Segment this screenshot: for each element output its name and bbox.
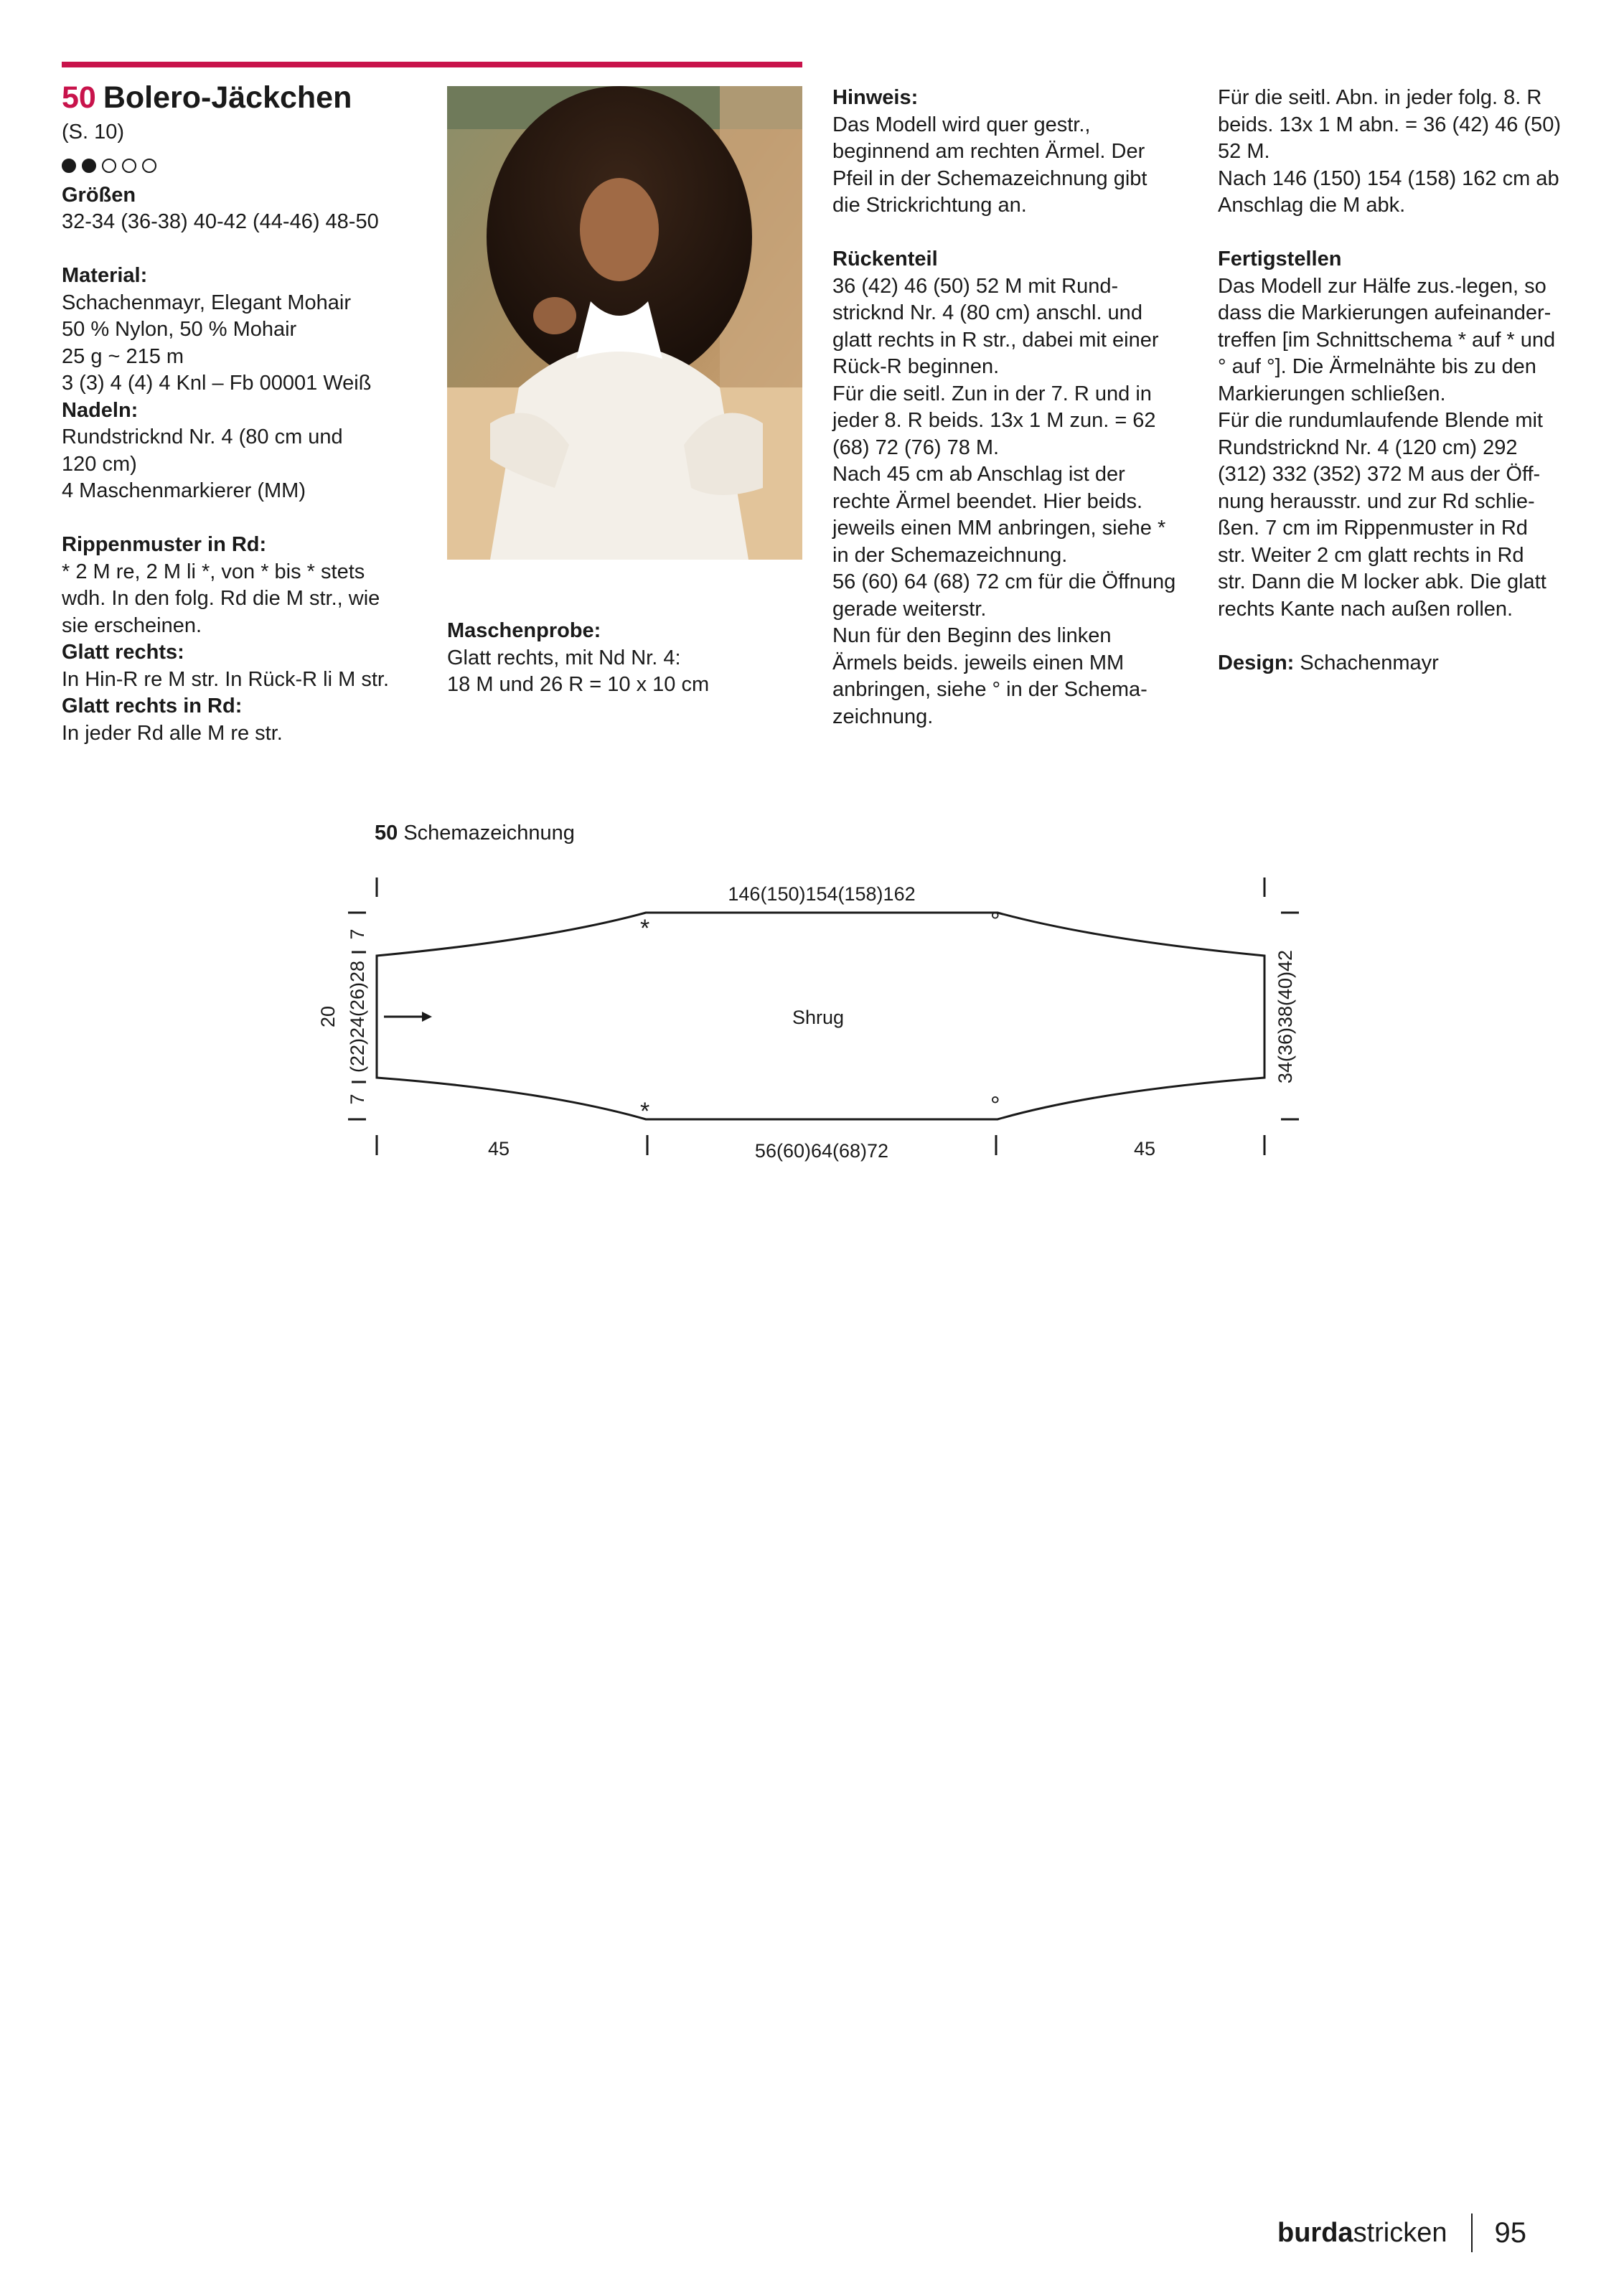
note-line: die Strickrichtung an. [832,194,1027,217]
back-instruction-line: in der Schemazeichnung. [832,543,1068,567]
back-instruction-line: Nach 45 cm ab Anschlag ist der [832,463,1125,486]
finishing-instruction-line: Für die rundumlaufende Blende mit [1218,409,1543,432]
back-instruction-line: (68) 72 (76) 78 M. [832,436,1000,459]
marker-circle-top: ° [990,908,1000,935]
note-heading: Hinweis: [832,86,919,109]
top-width-label: 146(150)154(158)162 [728,883,916,905]
marker-circle-bottom: ° [990,1092,1000,1119]
finishing-instruction-line: Rundstricknd Nr. 4 (120 cm) 292 [1218,436,1518,459]
finishing-heading: Fertigstellen [1218,248,1342,270]
diagram-number: 50 [375,822,398,844]
back-instructions [832,273,1191,731]
back-heading: Rückenteil [832,248,938,270]
brand-bold: burda [1277,2217,1353,2248]
back-instruction-line: 56 (60) 64 (68) 72 cm für die Öffnung [832,570,1176,593]
pattern-title [62,76,406,119]
note-line: Das Modell wird quer gestr., [832,113,1091,136]
back-instruction-line: Für die seitl. Zun in der 7. R und in [832,382,1152,405]
gauge-heading: Maschenprobe: [447,619,601,642]
finishing-instruction-line: treffen [im Schnittschema * auf * und [1218,328,1556,352]
finishing-instruction-line: dass die Markierungen aufeinander- [1218,301,1552,324]
finishing-instruction-line: Das Modell zur Hälfe zus.-legen, so [1218,274,1546,298]
decrease-instruction-line: 52 M. [1218,140,1270,163]
material-heading: Material: [62,264,148,287]
rib-pattern-heading: Rippenmuster in Rd: [62,533,267,556]
gauge-line: 18 M und 26 R = 10 x 10 cm [447,673,710,696]
gauge-line: Glatt rechts, mit Nd Nr. 4: [447,646,681,669]
back-instruction-line: zeichnung. [832,705,934,728]
difficulty-dot-empty [102,159,116,173]
design-label: Design: [1218,651,1295,674]
note-line: Pfeil in der Schemazeichnung gibt [832,166,1147,190]
material-line: 3 (3) 4 (4) 4 Knl – Fb 00001 Weiß [62,372,372,395]
finishing-instructions [1218,273,1591,624]
material-line: 25 g ~ 215 m [62,344,184,368]
design-credit [1218,650,1591,677]
back-instruction-line: glatt rechts in R str., dabei mit einer [832,328,1159,352]
stockinette-text: In Hin-R re M str. In Rück-R li M str. [62,667,389,691]
marker-star-top: * [640,915,650,942]
finishing-instruction-line: rechts Kante nach außen rollen. [1218,597,1513,621]
decrease-instruction-line: Anschlag die M abk. [1218,194,1406,217]
page-reference: (S. 10) [62,121,125,144]
rib-pattern-line: wdh. In den folg. Rd die M str., wie [62,587,380,610]
difficulty-rating [62,156,406,175]
finishing-instruction-line: ° auf °]. Die Ärmelnähte bis zu den [1218,355,1536,378]
decrease-instruction-line: beids. 13x 1 M abn. = 36 (42) 46 (50) [1218,113,1561,136]
design-name: Schachenmayr [1300,651,1439,674]
back-instruction-line: rechte Ärmel beendet. Hier beids. [832,489,1142,513]
needles-line: 4 Maschenmarkierer (MM) [62,479,306,502]
header-rule [62,62,802,67]
back-instruction-line: jeweils einen MM anbringen, siehe * [832,517,1166,540]
column-1 [62,80,406,747]
decrease-instruction-line: Für die seitl. Abn. in jeder folg. 8. R [1218,86,1542,109]
needles-line: 120 cm) [62,452,137,476]
finishing-instruction-line: (312) 332 (352) 372 M aus der Öff- [1218,463,1541,486]
stockinette-round-text: In jeder Rd alle M re str. [62,721,283,745]
shape-label: Shrug [792,1007,845,1028]
rib-pattern-line: sie erscheinen. [62,613,202,637]
decrease-instructions [1218,85,1591,220]
finishing-instruction-line: str. Dann die M locker abk. Die glatt [1218,570,1546,593]
decrease-instruction-line: Nach 146 (150) 154 (158) 162 cm ab [1218,166,1559,190]
note-line: beginnend am rechten Ärmel. Der [832,140,1145,163]
back-instruction-line: Nun für den Beginn des linken [832,624,1112,647]
back-instruction-line: gerade weiterstr. [832,597,987,621]
sizes-text: 32-34 (36-38) 40-42 (44-46) 48-50 [62,210,379,233]
difficulty-dot-filled [62,159,76,173]
right-height-label: 34(36)38(40)42 [1275,949,1296,1084]
needles-heading: Nadeln: [62,398,139,422]
marker-star-bottom: * [640,1098,650,1125]
model-photo [447,86,802,560]
material-line: 50 % Nylon, 50 % Mohair [62,318,297,341]
left-total-label: 20 [317,1005,339,1028]
difficulty-dot-filled [82,159,96,173]
back-instruction-line: Rück-R beginnen. [832,355,1000,378]
stockinette-round-heading: Glatt rechts in Rd: [62,695,243,718]
column-4 [1218,85,1591,677]
difficulty-dot-empty [122,159,136,173]
back-instruction-line: jeder 8. R beids. 13x 1 M zun. = 62 [832,409,1156,432]
bottom-right-label: 45 [1133,1138,1156,1159]
pattern-number: 50 [62,80,96,115]
pattern-name: Bolero-Jäckchen [103,80,352,115]
finishing-instruction-line: nung herausstr. und zur Rd schlie- [1218,489,1535,513]
left-top-label: 7 [347,928,368,940]
gauge-block [447,618,802,699]
page-footer [1277,2213,1526,2252]
finishing-instruction-line: str. Weiter 2 cm glatt rechts in Rd [1218,543,1524,567]
finishing-instruction-line: Markierungen schließen. [1218,382,1446,405]
column-3 [832,85,1191,730]
material-line: Schachenmayr, Elegant Mohair [62,291,351,314]
rib-pattern-line: * 2 M re, 2 M li *, von * bis * stets [62,560,365,583]
bottom-left-label: 45 [487,1138,510,1159]
direction-arrow-icon [422,1012,432,1022]
back-instruction-line: stricknd Nr. 4 (80 cm) anschl. und [832,301,1142,324]
left-bottom-label: 7 [347,1093,368,1105]
back-instruction-line: Ärmels beids. jeweils einen MM [832,651,1125,674]
difficulty-dot-empty [142,159,156,173]
page-number: 95 [1494,2216,1526,2249]
bottom-mid-label: 56(60)64(68)72 [754,1140,889,1162]
finishing-instruction-line: ßen. 7 cm im Rippenmuster in Rd [1218,517,1528,540]
sizes-heading: Größen [62,183,136,207]
footer-divider [1471,2213,1473,2252]
schematic-diagram [309,818,1313,1177]
left-mid-label: (22)24(26)28 [347,960,368,1073]
back-instruction-line: anbringen, siehe ° in der Schema- [832,678,1147,701]
back-instruction-line: 36 (42) 46 (50) 52 M mit Rund- [832,274,1119,298]
diagram-label: Schemazeichnung [403,822,575,844]
stockinette-heading: Glatt rechts: [62,641,184,664]
brand-light: stricken [1353,2217,1447,2248]
needles-line: Rundstricknd Nr. 4 (80 cm und [62,425,343,448]
